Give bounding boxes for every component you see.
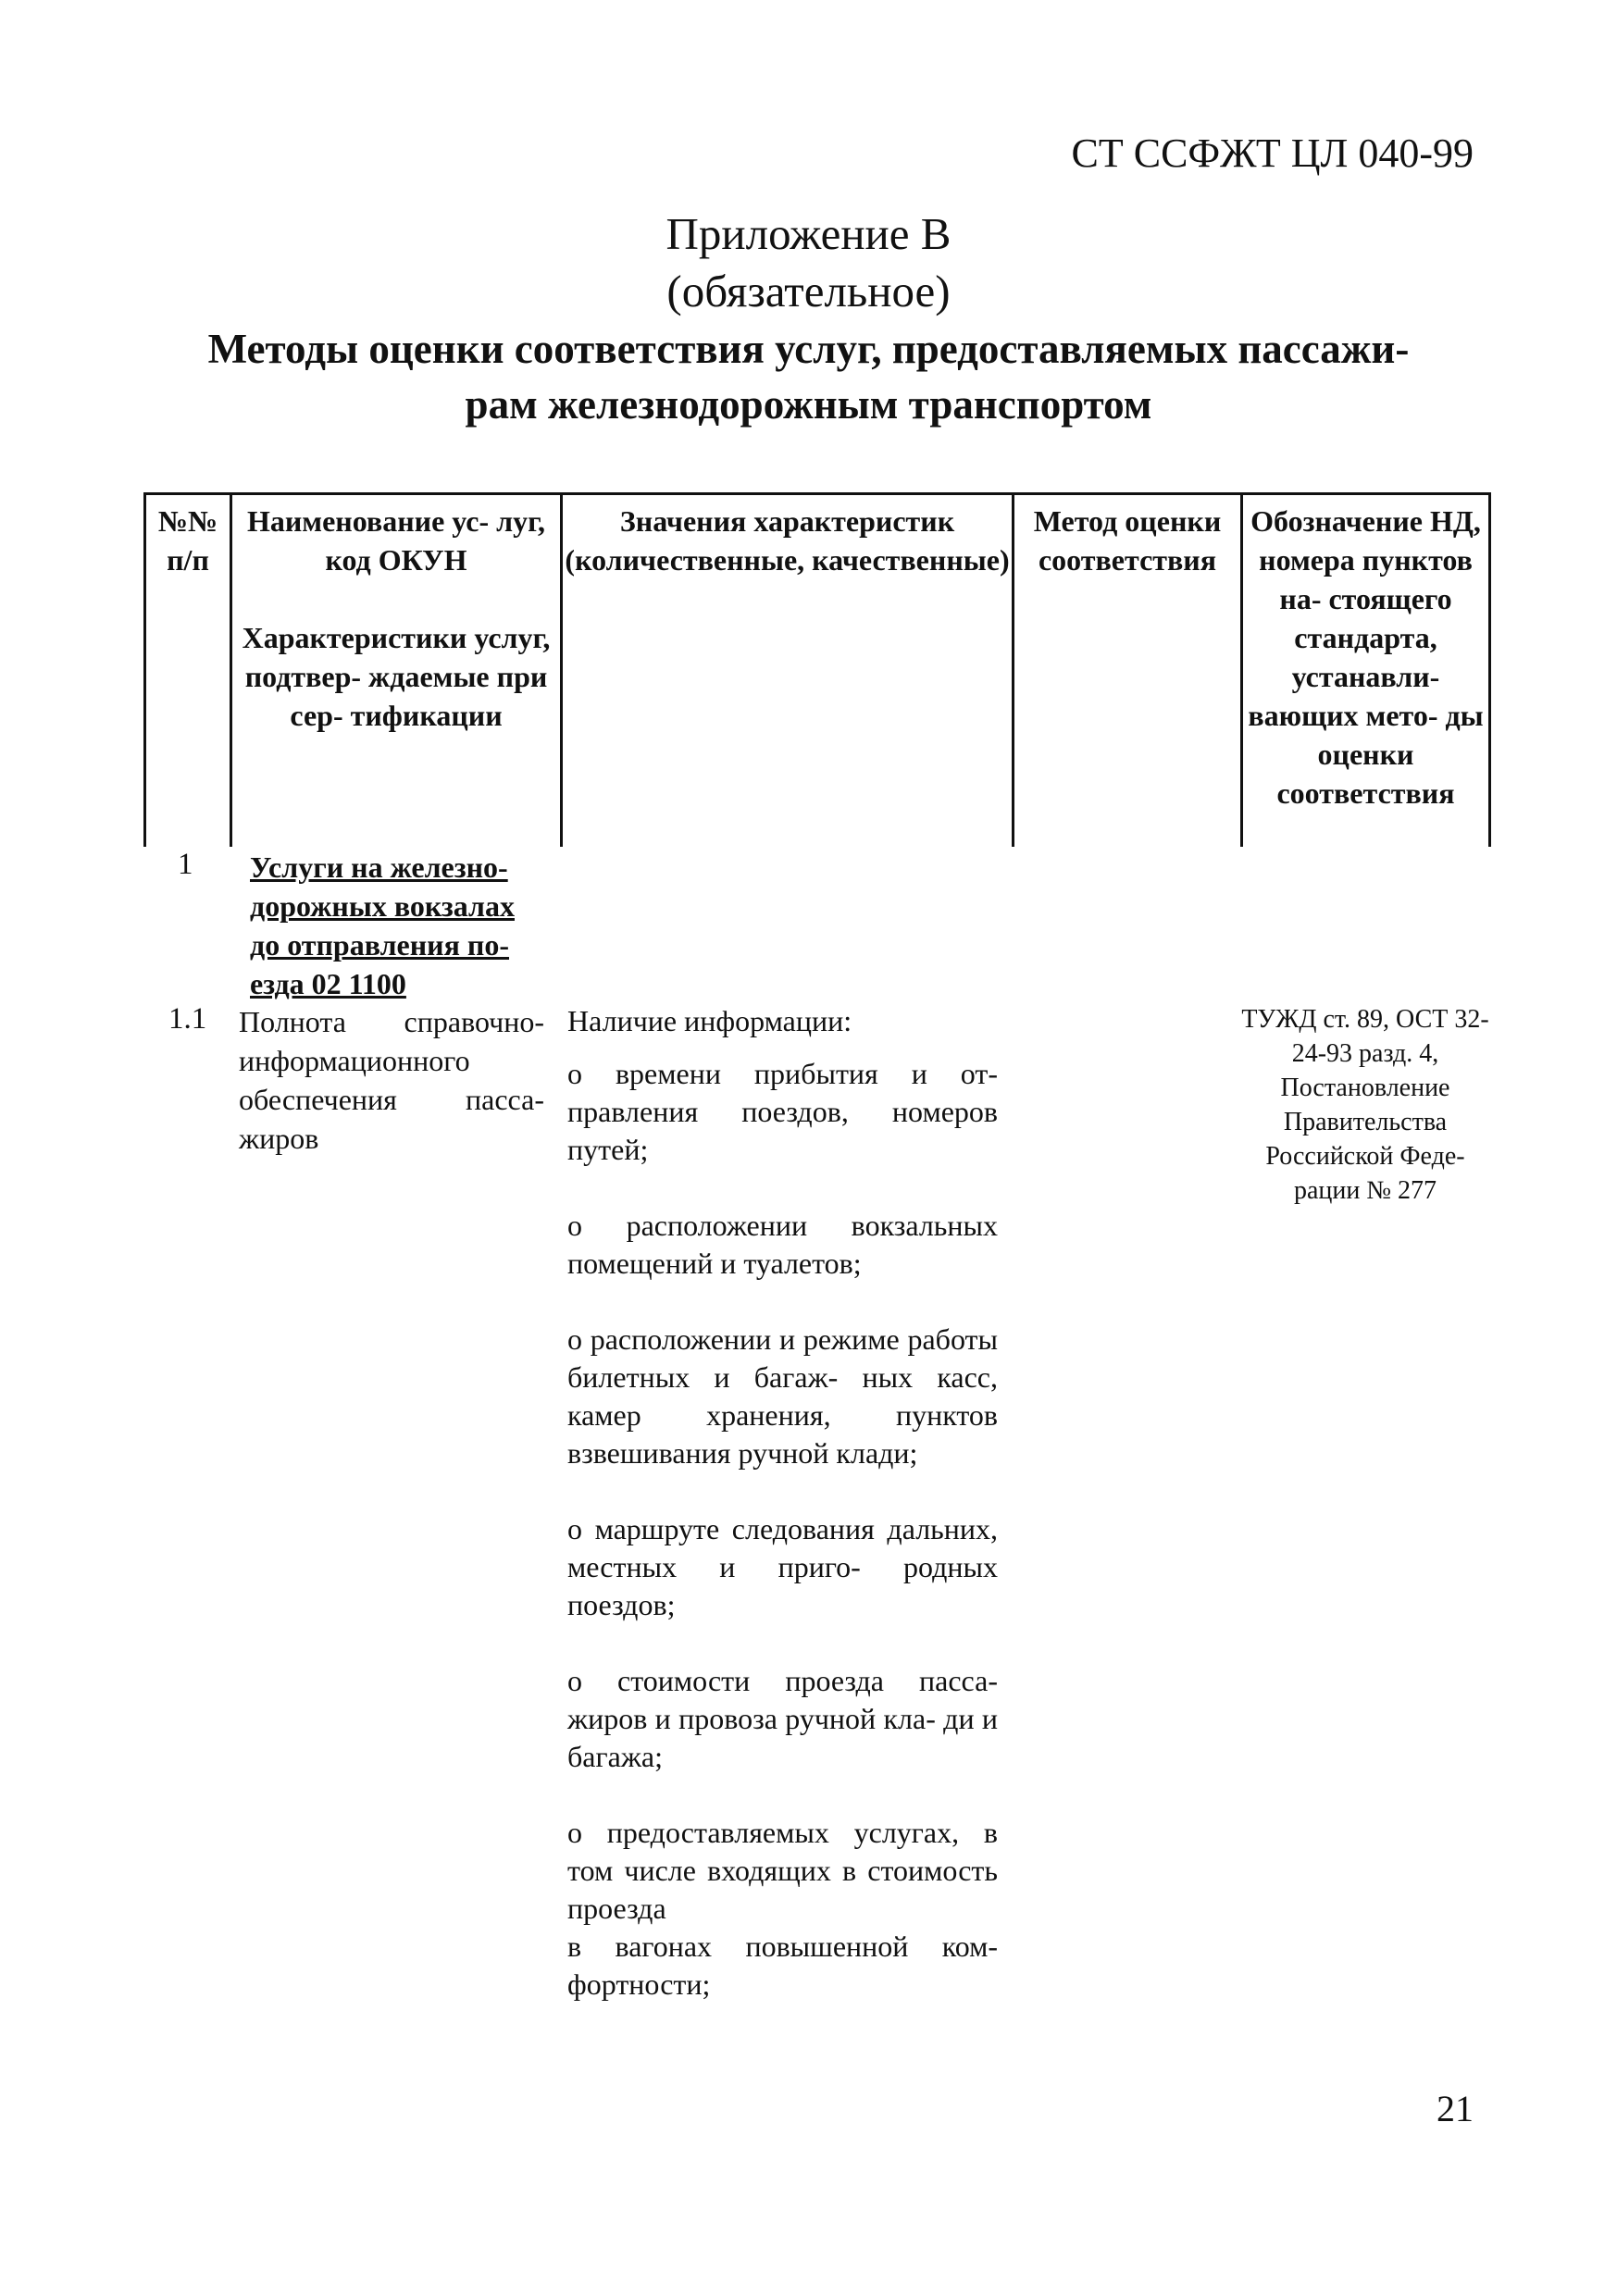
value-item: о предоставляемых услугах, в том числе входящих в стоимость проезда xyxy=(567,1816,998,1925)
column-header-method: Метод оценки соответствия xyxy=(1033,504,1222,577)
page-number: 21 xyxy=(1437,2088,1474,2129)
characteristic-values xyxy=(567,1002,998,2042)
table-top-border xyxy=(143,492,1491,495)
value-item: о расположении вокзальных помещений и туалетов; xyxy=(567,1209,998,1280)
appendix-heading-line2: рам железнодорожным транспортом xyxy=(465,381,1152,428)
section-number: 1 xyxy=(178,848,193,881)
column-header-number: №№ п/п xyxy=(157,504,218,577)
column-header-values: Значения характеристик (количественные, качественные) xyxy=(565,504,1010,577)
table-divider xyxy=(1488,492,1491,847)
appendix-heading-line1: Методы оценки соответствия услуг, предоставляемых пассажи- xyxy=(207,326,1410,372)
column-header-reference: Обозначение НД, номера пунктов на- стоящего стандарта, устанавли- вающих мето- ды оценки соответствия xyxy=(1248,504,1484,810)
value-item: о стоимости проезда пасса- жиров и провоза ручной кла- ди и багажа; xyxy=(567,1664,998,1773)
value-item: в вагонах повышенной ком- фортности; xyxy=(567,1930,998,2001)
reference-documents: ТУЖД ст. 89, ОСТ 32-24-93 разд. 4, Постановление Правительства Российской Феде- рации № 277 xyxy=(1241,1005,1489,1205)
service-name: Полнота справочно- информационного обеспечения пасса- жиров xyxy=(239,1005,544,1155)
values-intro: Наличие информации: xyxy=(567,1004,852,1037)
value-item: о времени прибытия и от- правления поездов, номеров путей; xyxy=(567,1057,998,1166)
value-item: о маршруте следования дальних, местных и приго- родных поездов; xyxy=(567,1512,998,1621)
value-item: о расположении и режиме работы билетных и багаж- ных касс, камер хранения, пунктов взвешивания ручной клади; xyxy=(567,1322,998,1470)
appendix-title: Приложение В xyxy=(665,208,952,259)
document-code: СТ ССФЖТ ЦЛ 040-99 xyxy=(1071,130,1474,176)
section-title: Услуги на железно- дорожных вокзалах до отправления по- езда 02 1100 xyxy=(250,850,515,1000)
table-header xyxy=(143,492,1491,847)
row-number: 1.1 xyxy=(168,1002,207,1036)
appendix-status: (обязательное) xyxy=(666,266,951,316)
column-header-service: Наименование ус- луг, код ОКУН Характеристики услуг, подтвер- ждаемые при сер- тификации xyxy=(242,504,551,732)
title-block xyxy=(0,205,1617,431)
